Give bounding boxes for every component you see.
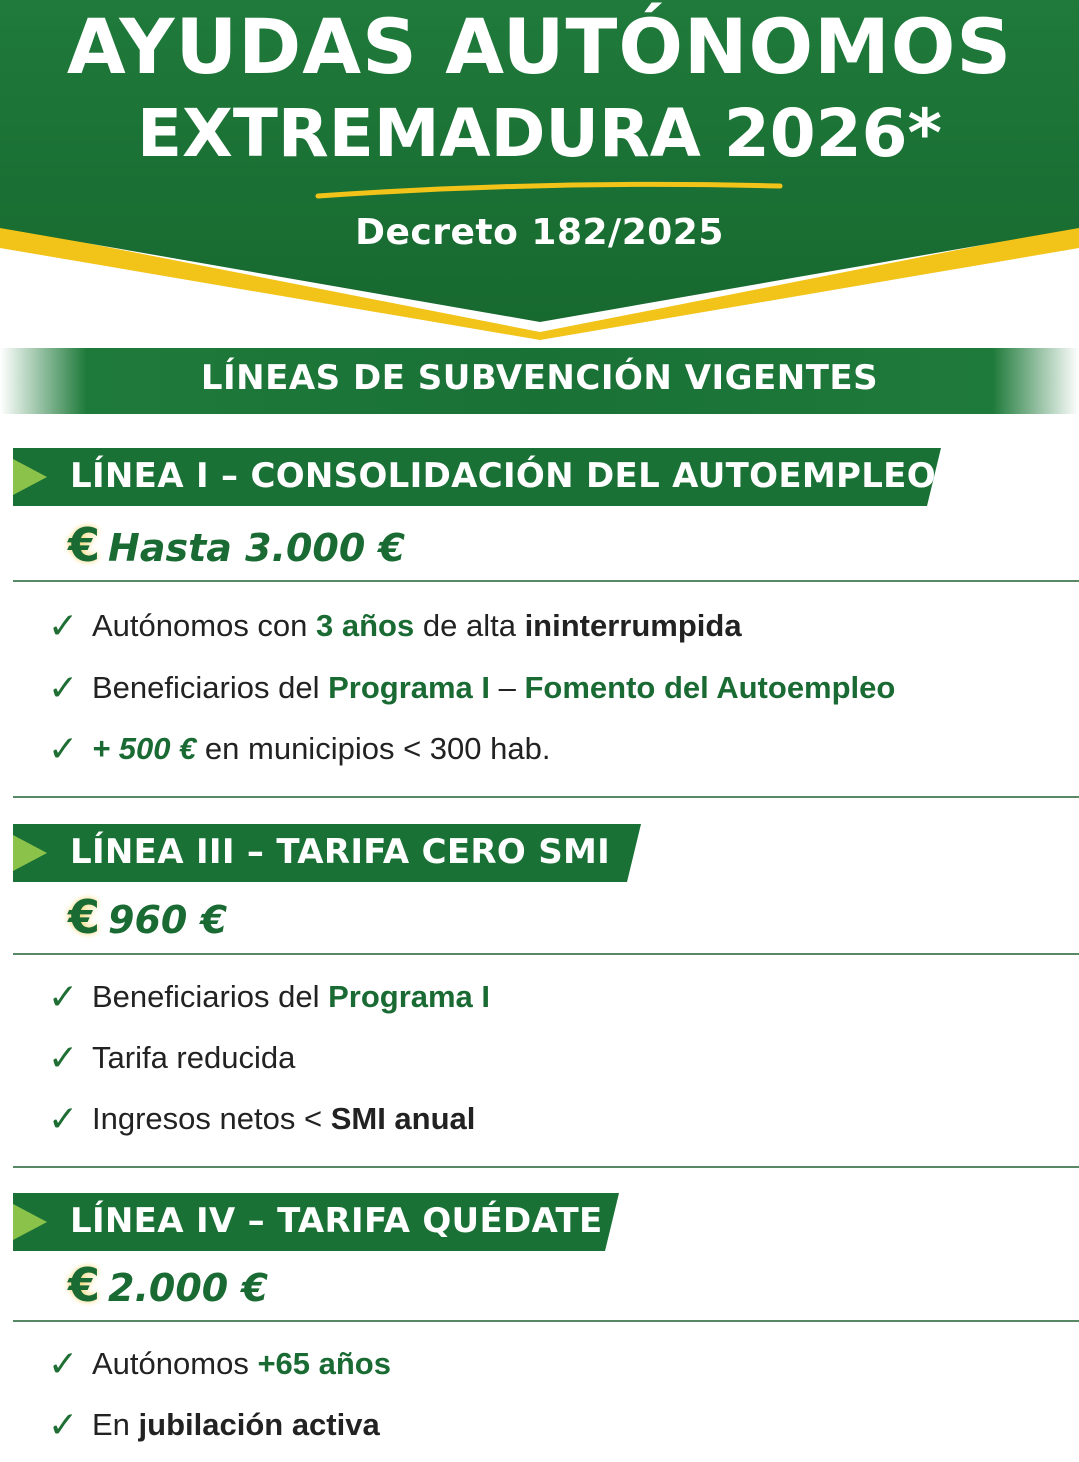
amount-linea-1 [68,518,405,572]
item-text-segment: Autónomos con [92,608,317,643]
amount-linea-4 [68,1258,268,1312]
divider [13,580,1079,582]
item-text-segment: Autónomos [92,1346,258,1381]
item-text-segment: SMI anual [330,1101,476,1136]
item-text-segment: de alta [414,608,525,643]
euro-icon: € [68,1258,101,1312]
list-item [48,977,490,1018]
amount-value: 960 € [108,898,228,942]
list-item [48,606,742,647]
section-title-linea-1: LÍNEA I – CONSOLIDACIÓN DEL AUTOEMPLEO [70,456,936,496]
check-icon: ✓ [48,668,79,709]
divider [13,1166,1079,1168]
list-item [48,1344,391,1385]
divider [13,953,1079,955]
item-text-segment: jubilación activa [138,1407,380,1442]
item-text-segment: +65 años [257,1346,391,1381]
list-item [48,729,550,770]
section-banner-label: LÍNEAS DE SUBVENCIÓN VIGENTES [200,358,879,398]
section-title-linea-3: LÍNEA III – TARIFA CERO SMI [70,832,611,872]
item-text-segment: En [92,1407,139,1442]
item-text-segment: Tarifa reducida [92,1040,296,1075]
item-text-segment: ininterrumpida [524,608,742,643]
item-text-segment: Beneficiarios del [92,670,329,705]
list-item [48,1099,475,1140]
check-icon: ✓ [48,729,79,770]
section-title-linea-4: LÍNEA IV – TARIFA QUÉDATE [70,1201,603,1241]
divider [13,1320,1079,1322]
item-text-segment: Fomento del Autoempleo [524,670,896,705]
arrow-icon [13,835,47,871]
item-text-segment: Beneficiarios del [92,979,329,1014]
check-icon: ✓ [48,1038,79,1079]
euro-icon: € [68,518,101,572]
list-item [48,1038,295,1079]
item-text-segment: – [490,670,525,705]
check-icon: ✓ [48,977,79,1018]
list-item [48,1405,380,1446]
arrow-icon [13,1204,47,1240]
item-text-segment: + 500 € [92,731,197,766]
divider [13,796,1079,798]
decree-subtitle: Decreto 182/2025 [355,212,724,253]
check-icon: ✓ [48,1099,79,1140]
page-title-line-2: EXTREMADURA 2026* [136,95,943,172]
item-text-segment: Programa I [328,979,491,1014]
euro-icon: € [68,890,101,944]
check-icon: ✓ [48,1405,79,1446]
page-title-line-1: AYUDAS AUTÓNOMOS [66,2,1013,91]
amount-value: Hasta 3.000 € [108,526,405,570]
list-item [48,668,895,709]
arrow-icon [13,459,47,495]
amount-value: 2.000 € [108,1266,268,1310]
amount-linea-3 [68,890,227,944]
check-icon: ✓ [48,1344,79,1385]
item-text-segment: en municipios < 300 hab. [196,731,551,766]
item-text-segment: Ingresos netos < [92,1101,331,1136]
item-text-segment: 3 años [316,608,415,643]
check-icon: ✓ [48,606,79,647]
item-text-segment: Programa I [328,670,491,705]
